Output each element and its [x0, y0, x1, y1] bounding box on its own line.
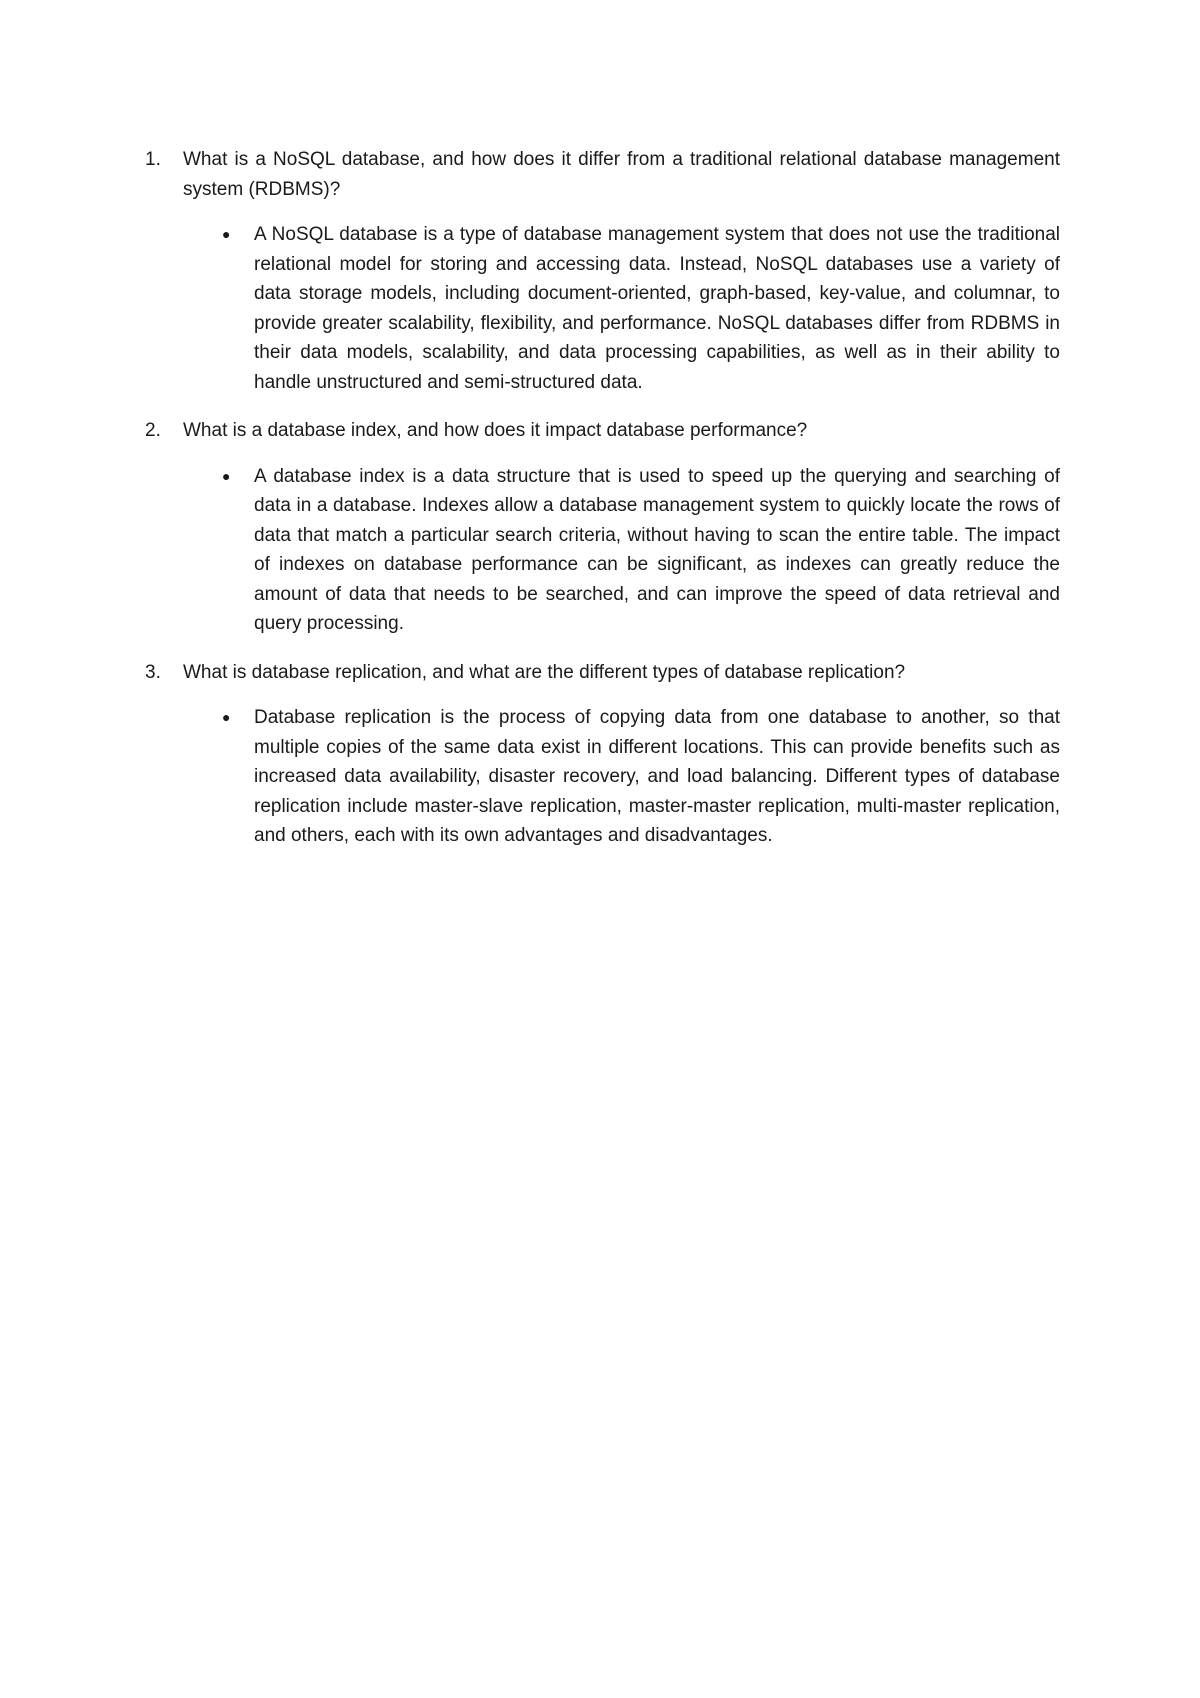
question-number: 3. — [145, 661, 161, 683]
question-3 — [145, 658, 1060, 688]
question-number: 1. — [145, 149, 161, 170]
answer-2 — [222, 462, 1060, 639]
question-number: 2. — [145, 420, 161, 441]
answer-text: A database index is a data structure that is used to speed up the querying and searching of data in a database. Indexes allow a database management system to quickly locate the rows of data that match a particular search criteria, without having to scan the entire table. The impact of indexes on database performance can be significant, as indexes can greatly reduce the amount of data that needs to be searched, and can improve the speed of data retrieval and query processing. — [254, 465, 1060, 634]
document-body — [145, 145, 1060, 870]
bullet-icon: ● — [222, 467, 231, 484]
answer-text: Database replication is the process of copying data from one database to another, so that multiple copies of the same data exist in different locations. This can provide benefits such as increased data availability, disaster recovery, and load balancing. Different types of database replication include master-slave replication, master-master replication, multi-master replication, and others, each with its own advantages and disadvantages. — [254, 707, 1060, 846]
answer-text: A NoSQL database is a type of database management system that does not use the traditional relational model for storing and accessing data. Instead, NoSQL databases use a variety of data storage models, including document-oriented, graph-based, key-value, and columnar, to provide greater scalability, flexibility, and performance. NoSQL databases differ from RDBMS in their data models, scalability, and data processing capabilities, as well as in their ability to handle unstructured and semi-structured data. — [254, 224, 1060, 393]
answer-1 — [222, 220, 1060, 397]
question-2 — [145, 416, 1060, 446]
bullet-icon: ● — [222, 709, 231, 725]
answer-3 — [222, 703, 1060, 851]
question-1 — [145, 145, 1060, 204]
question-text: What is database replication, and what are the different types of database replication? — [183, 661, 906, 683]
question-text: What is a NoSQL database, and how does it differ from a traditional relational database management system (RDBMS)? — [183, 149, 1060, 200]
question-text: What is a database index, and how does it impact database performance? — [183, 420, 808, 441]
bullet-icon: ● — [222, 226, 231, 242]
